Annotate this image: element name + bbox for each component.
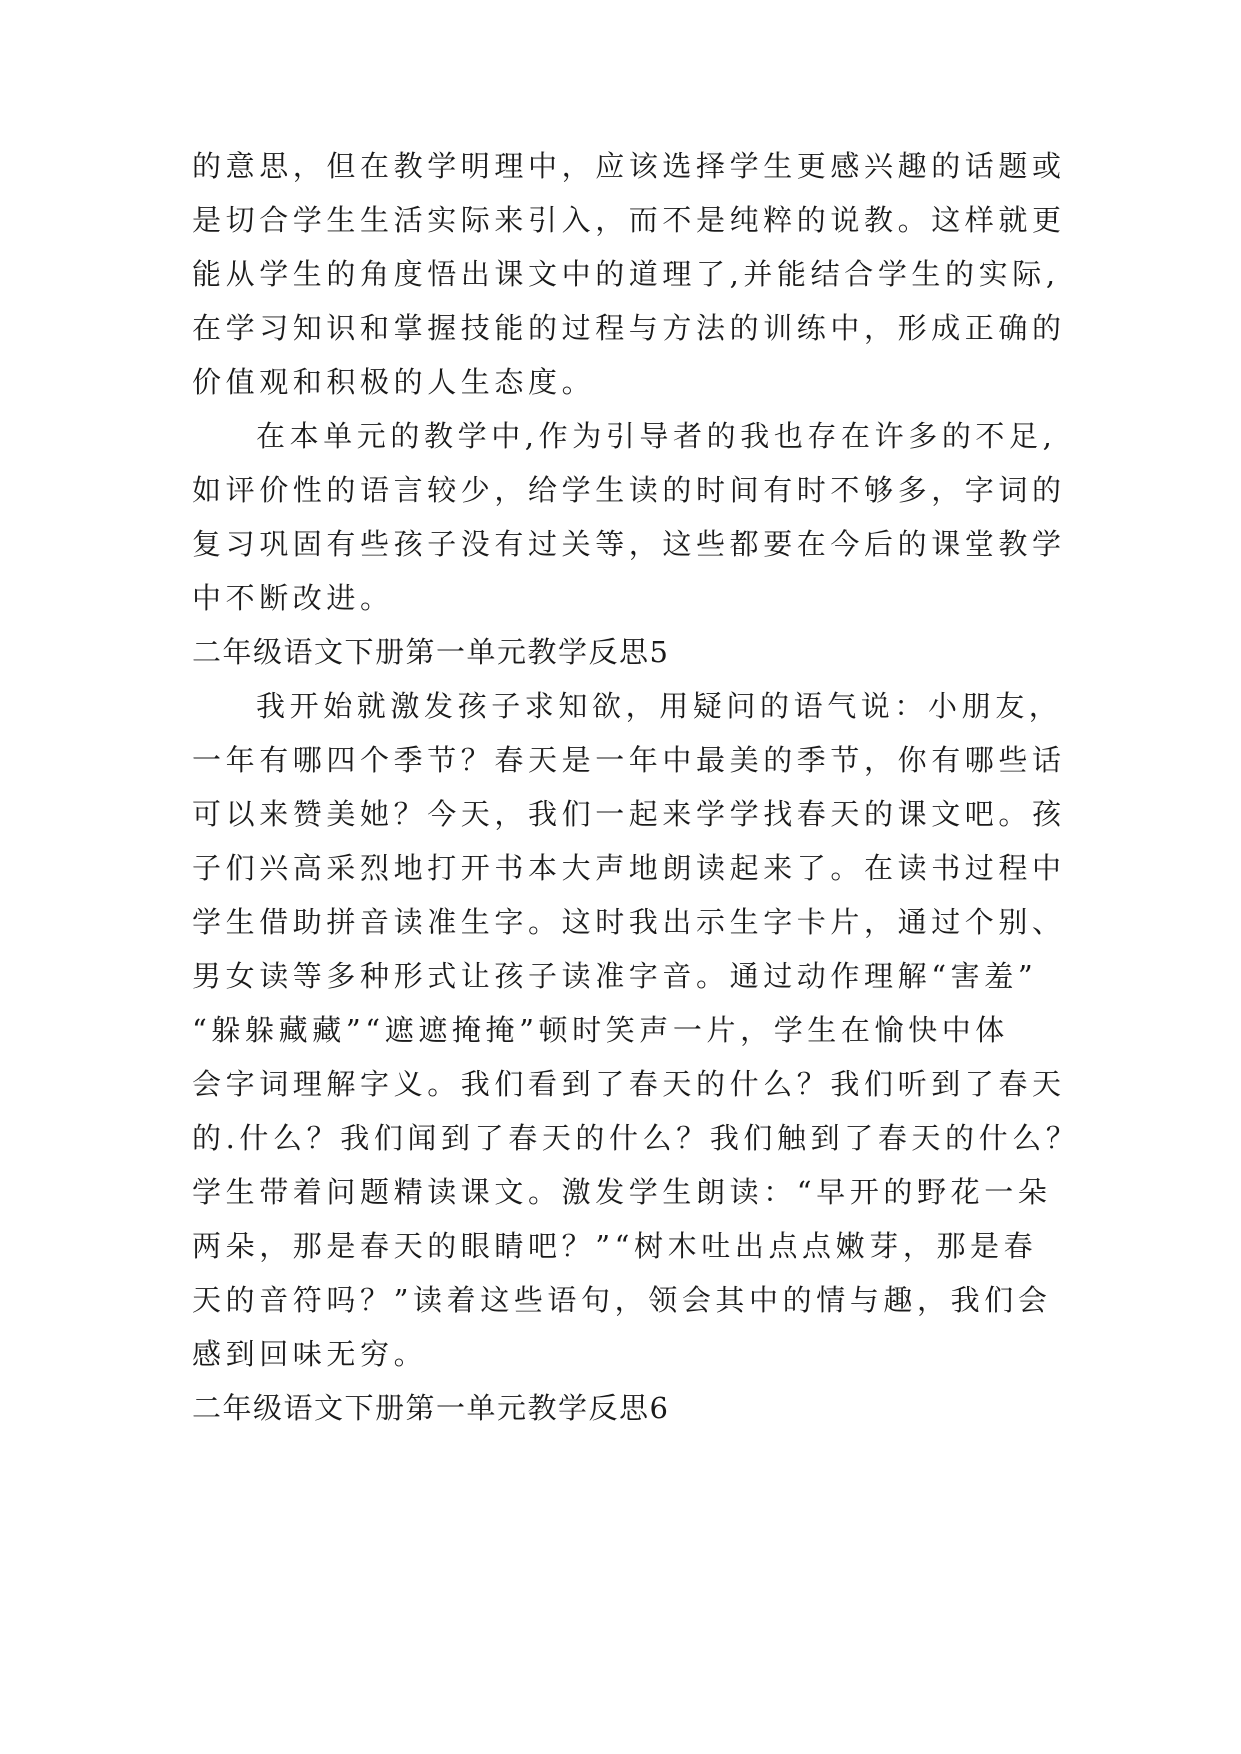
paragraph-1-line-2: 是切合学生生活实际来引入，而不是纯粹的说教。这样就更 bbox=[192, 203, 1066, 237]
paragraph-3-line-13: 感到回味无穷。 bbox=[192, 1337, 428, 1371]
paragraph-3-line-6: 男女读等多种形式让孩子读准字音。通过动作理解“害羞” bbox=[192, 959, 1038, 993]
paragraph-2-line-4: 中不断改进。 bbox=[192, 581, 394, 615]
paragraph-3-line-10: 学生带着问题精读课文。激发学生朗读：“早开的野花一朵 bbox=[192, 1175, 1052, 1209]
section-heading-5: 二年级语文下册第一单元教学反思5 bbox=[192, 635, 670, 669]
section-heading-6: 二年级语文下册第一单元教学反思6 bbox=[192, 1391, 670, 1425]
paragraph-3-line-4: 子们兴高采烈地打开书本大声地朗读起来了。在读书过程中 bbox=[192, 851, 1066, 885]
paragraph-3-line-11: 两朵，那是春天的眼睛吧？”“树木吐出点点嫩芽，那是春 bbox=[192, 1229, 1038, 1263]
paragraph-2-line-2: 如评价性的语言较少，给学生读的时间有时不够多，字词的 bbox=[192, 473, 1066, 507]
paragraph-3-line-3: 可以来赞美她？今天，我们一起来学学找春天的课文吧。孩 bbox=[192, 797, 1066, 831]
paragraph-1-line-3: 能从学生的角度悟出课文中的道理了,并能结合学生的实际, bbox=[192, 257, 1060, 291]
paragraph-3-line-12: 天的音符吗？”读着这些语句，领会其中的情与趣，我们会 bbox=[192, 1283, 1052, 1317]
paragraph-1-line-4: 在学习知识和掌握技能的过程与方法的训练中，形成正确的 bbox=[192, 311, 1066, 345]
paragraph-1-line-1: 的意思，但在教学明理中，应该选择学生更感兴趣的话题或 bbox=[192, 149, 1066, 183]
paragraph-1-line-5: 价值观和积极的人生态度。 bbox=[192, 365, 596, 399]
paragraph-3-line-7: “躲躲藏藏”“遮遮掩掩”顿时笑声一片，学生在愉快中体 bbox=[192, 1013, 1009, 1047]
paragraph-3-line-2: 一年有哪四个季节？春天是一年中最美的季节，你有哪些话 bbox=[192, 743, 1066, 777]
paragraph-3-line-1: 我开始就激发孩子求知欲，用疑问的语气说：小朋友， bbox=[256, 689, 1063, 723]
paragraph-2-line-3: 复习巩固有些孩子没有过关等，这些都要在今后的课堂教学 bbox=[192, 527, 1066, 561]
paragraph-3-line-9: 的.什么？我们闻到了春天的什么？我们触到了春天的什么？ bbox=[192, 1121, 1080, 1155]
paragraph-3-line-8: 会字词理解字义。我们看到了春天的什么？我们听到了春天 bbox=[192, 1067, 1066, 1101]
paragraph-3-line-5: 学生借助拼音读准生字。这时我出示生字卡片，通过个别、 bbox=[192, 905, 1066, 939]
paragraph-2-line-1: 在本单元的教学中,作为引导者的我也存在许多的不足, bbox=[256, 419, 1057, 453]
